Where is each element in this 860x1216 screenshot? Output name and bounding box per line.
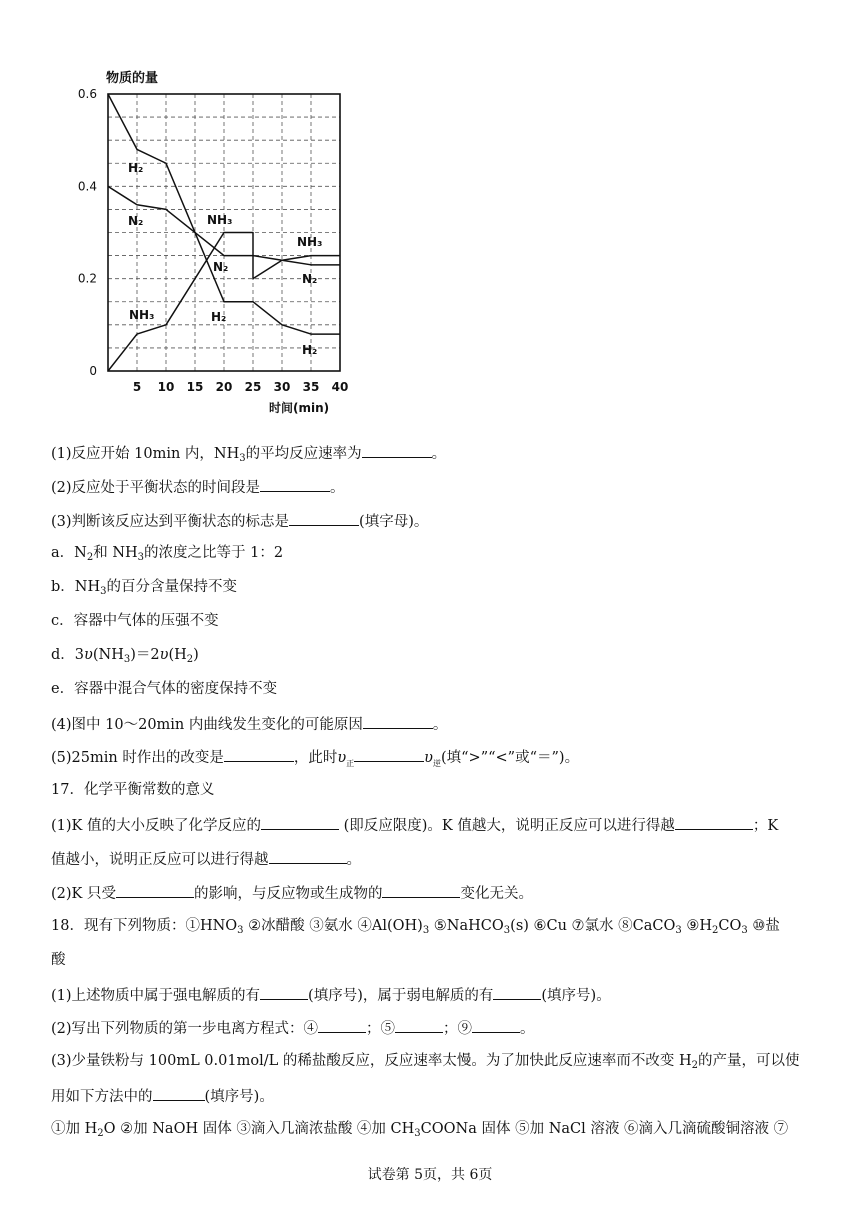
label-n2-c: N₂	[302, 272, 318, 286]
answer-blank[interactable]	[224, 746, 294, 762]
y-tick-label: 0.2	[77, 271, 97, 286]
label-h2-c: H₂	[302, 343, 318, 357]
answer-blank[interactable]	[493, 984, 541, 1000]
y-tick-label: 0	[89, 364, 97, 378]
label-n2-a: N₂	[128, 214, 144, 228]
answer-blank[interactable]	[260, 476, 330, 492]
label-nh3-a: NH₃	[207, 213, 233, 227]
x-tick-label: 25	[244, 380, 262, 394]
answer-blank[interactable]	[472, 1017, 520, 1033]
question-16-4: (4)图中 10～20min 内曲线发生变化的可能原因 。	[51, 713, 811, 735]
question-17-1: (1)K 值的大小反映了化学反应的 (即反应限度)。K 值越大，说明正反应可以进行得越 ；K	[51, 814, 811, 836]
y-tick-label: 0.4	[77, 179, 97, 194]
question-16-2: (2)反应处于平衡状态的时间段是 。	[51, 476, 811, 498]
question-18-1: (1)上述物质中属于强电解质的有 (填序号)，属于弱电解质的有 (填序号)。	[51, 984, 811, 1006]
option-e: e．容器中混合气体的密度保持不变	[51, 681, 278, 697]
answer-blank[interactable]	[153, 1085, 205, 1101]
answer-blank[interactable]	[116, 882, 194, 898]
x-tick-labels	[133, 380, 349, 394]
option-d: d．$3\upsilon(NH_3)=2\upsilon(H_2)$	[51, 647, 199, 665]
answer-blank[interactable]	[362, 442, 432, 458]
label-h2-a: H₂	[128, 161, 144, 175]
answer-blank[interactable]	[395, 1017, 443, 1033]
amount-vs-time-chart	[70, 60, 370, 420]
answer-blank[interactable]	[269, 848, 347, 864]
x-tick-label: 15	[186, 380, 204, 394]
label-nh3-c: NH₃	[129, 308, 155, 322]
question-18-3-cont: 用如下方法中的 (填序号)。	[51, 1085, 811, 1107]
x-tick-label: 40	[331, 380, 349, 394]
answer-blank[interactable]	[354, 746, 424, 762]
label-nh3-b: NH₃	[297, 235, 323, 249]
y-tick-labels	[78, 87, 97, 378]
question-18-title-cont: 酸	[51, 952, 66, 968]
page-footer: 试卷第 5页，共 6页	[367, 1167, 493, 1183]
label-n2-b: N₂	[213, 260, 229, 274]
answer-blank[interactable]	[261, 814, 339, 830]
option-c: c．容器中气体的压强不变	[51, 613, 219, 629]
question-18-3: (3)少量铁粉与 100mL 0.01mol/L 的稀盐酸反应，反应速率太慢。为了加快此反应速率而不改变 $H_2$的产量，可以使	[51, 1053, 800, 1071]
answer-blank[interactable]	[260, 984, 308, 1000]
question-18-title: 18．现有下列物质：$①HNO_3$ ②冰醋酸 ③氨水 $④Al(OH)_3$ ⑤NaHCO$_3$(s) ⑥Cu ⑦氯水 ⑧CaCO$_3$ $⑨H_2CO_3$ ⑩盐	[51, 918, 780, 936]
answer-blank[interactable]	[363, 713, 433, 729]
answer-blank[interactable]	[289, 510, 359, 526]
question-16-1: (1)反应开始 10min 内，$NH_3$的平均反应速率为 。	[51, 442, 811, 464]
y-tick-label: 0.6	[77, 87, 97, 101]
option-b: b．$NH_3$的百分含量保持不变	[51, 579, 237, 597]
question-16-3: (3)判断该反应达到平衡状态的标志是 (填字母)。	[51, 510, 811, 532]
y-axis-label: 物质的量	[106, 71, 159, 86]
option-a: a．$N_2$和 $NH_3$的浓度之比等于 1：2	[51, 545, 284, 563]
question-18-3-options: ①加 $H_2O$ ②加 NaOH 固体 ③滴入几滴浓盐酸 ④加 $CH_3COONa$ 固体 ⑤加 NaCl 溶液 ⑥滴入几滴硫酸铜溶液 ⑦	[51, 1121, 789, 1139]
question-17-1-cont: 值越小，说明正反应可以进行得越 。	[51, 848, 811, 870]
x-axis-label: 时间(min)	[269, 401, 330, 415]
question-16-5: (5)25min 时作出的改变是 ，此时$\upsilon_正$ $\upsilon_逆$(填“>”“<”或“＝”)。	[51, 746, 811, 774]
question-17-title: 17．化学平衡常数的意义	[51, 782, 215, 798]
x-tick-label: 30	[273, 380, 291, 394]
question-17-2: (2)K 只受 的影响，与反应物或生成物的 变化无关。	[51, 882, 811, 904]
answer-blank[interactable]	[675, 814, 753, 830]
answer-blank[interactable]	[382, 882, 460, 898]
question-18-2: (2)写出下列物质的第一步电离方程式：④ ；⑤ ；⑨ 。	[51, 1017, 811, 1039]
x-tick-label: 20	[215, 380, 233, 394]
answer-blank[interactable]	[318, 1017, 366, 1033]
x-tick-label: 35	[302, 380, 320, 394]
x-tick-label: 10	[157, 380, 175, 394]
label-h2-b: H₂	[211, 310, 227, 324]
x-tick-label: 5	[132, 380, 142, 394]
